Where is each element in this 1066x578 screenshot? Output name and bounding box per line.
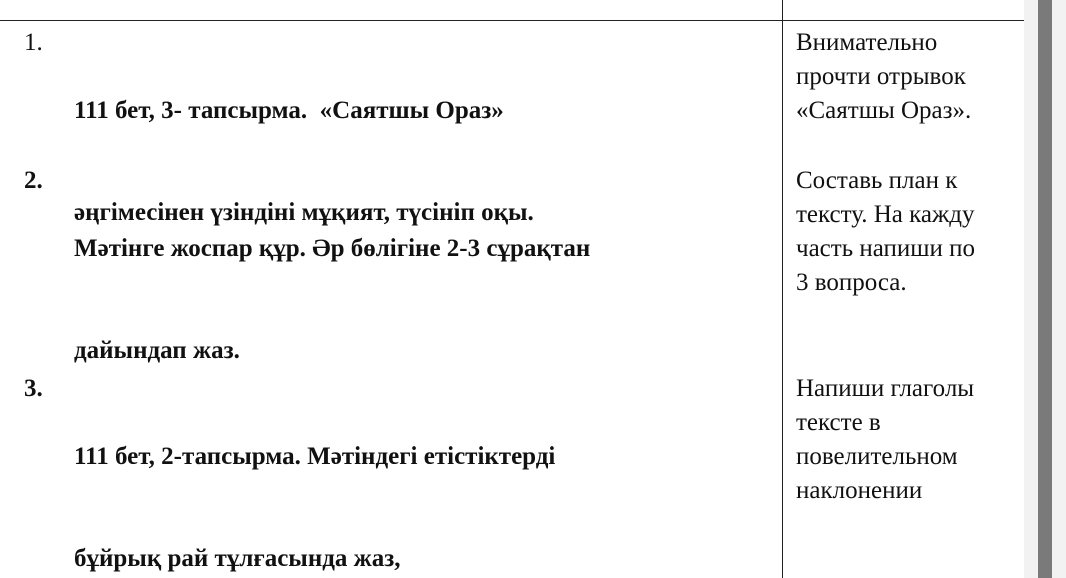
- task-1-russian: [796, 26, 1024, 128]
- task-3-kazakh: [24, 372, 744, 578]
- task-2-kazakh-line-2: дайындап жаз.: [74, 337, 240, 364]
- task-1-kazakh-line-2: әңгімесінен үзіндіні мұқият, түсініп оқы.: [74, 199, 534, 226]
- task-3-russian: [796, 372, 1024, 508]
- task-3-kazakh-line-1: 111 бет, 2-тапсырма. Мәтіндегі етістіктерді: [74, 443, 556, 470]
- task-2-russian-line-4: 3 вопроса.: [796, 269, 907, 296]
- task-1-russian-line-2: прочти отрывок: [796, 63, 966, 90]
- task-2-russian: [796, 164, 1024, 300]
- task-3-russian-line-1: Напиши глаголы: [796, 375, 975, 402]
- table-top-border: [0, 20, 1024, 21]
- task-3-russian-line-3: повелительном: [796, 443, 958, 470]
- task-1-number: 1.: [24, 29, 43, 56]
- task-3-number: 3.: [24, 375, 43, 402]
- vertical-scrollbar[interactable]: [1024, 0, 1066, 578]
- task-1-kazakh-line-1: 111 бет, 3- тапсырма. «Саятшы Ораз»: [74, 97, 504, 124]
- task-2-russian-line-3: часть напиши по: [796, 235, 976, 262]
- task-3-russian-line-4: наклонении: [796, 477, 923, 504]
- task-3-russian-line-2: тексте в: [796, 409, 881, 436]
- task-1-russian-line-1: Внимательно: [796, 29, 938, 56]
- task-1-russian-line-3: «Саятшы Ораз».: [796, 97, 972, 124]
- task-2-russian-line-1: Составь план к: [796, 167, 958, 194]
- scrollbar-thumb[interactable]: [1038, 0, 1052, 578]
- table-column-divider: [782, 0, 783, 578]
- task-2-number: 2.: [24, 167, 43, 194]
- task-3-kazakh-line-2: бұйрық рай тұлғасында жаз,: [74, 545, 401, 572]
- task-2-kazakh-line-1: Мәтінге жоспар құр. Әр бөлігіне 2-3 сұрақтан: [74, 235, 591, 262]
- task-2-russian-line-2: тексту. На кажду: [796, 201, 975, 228]
